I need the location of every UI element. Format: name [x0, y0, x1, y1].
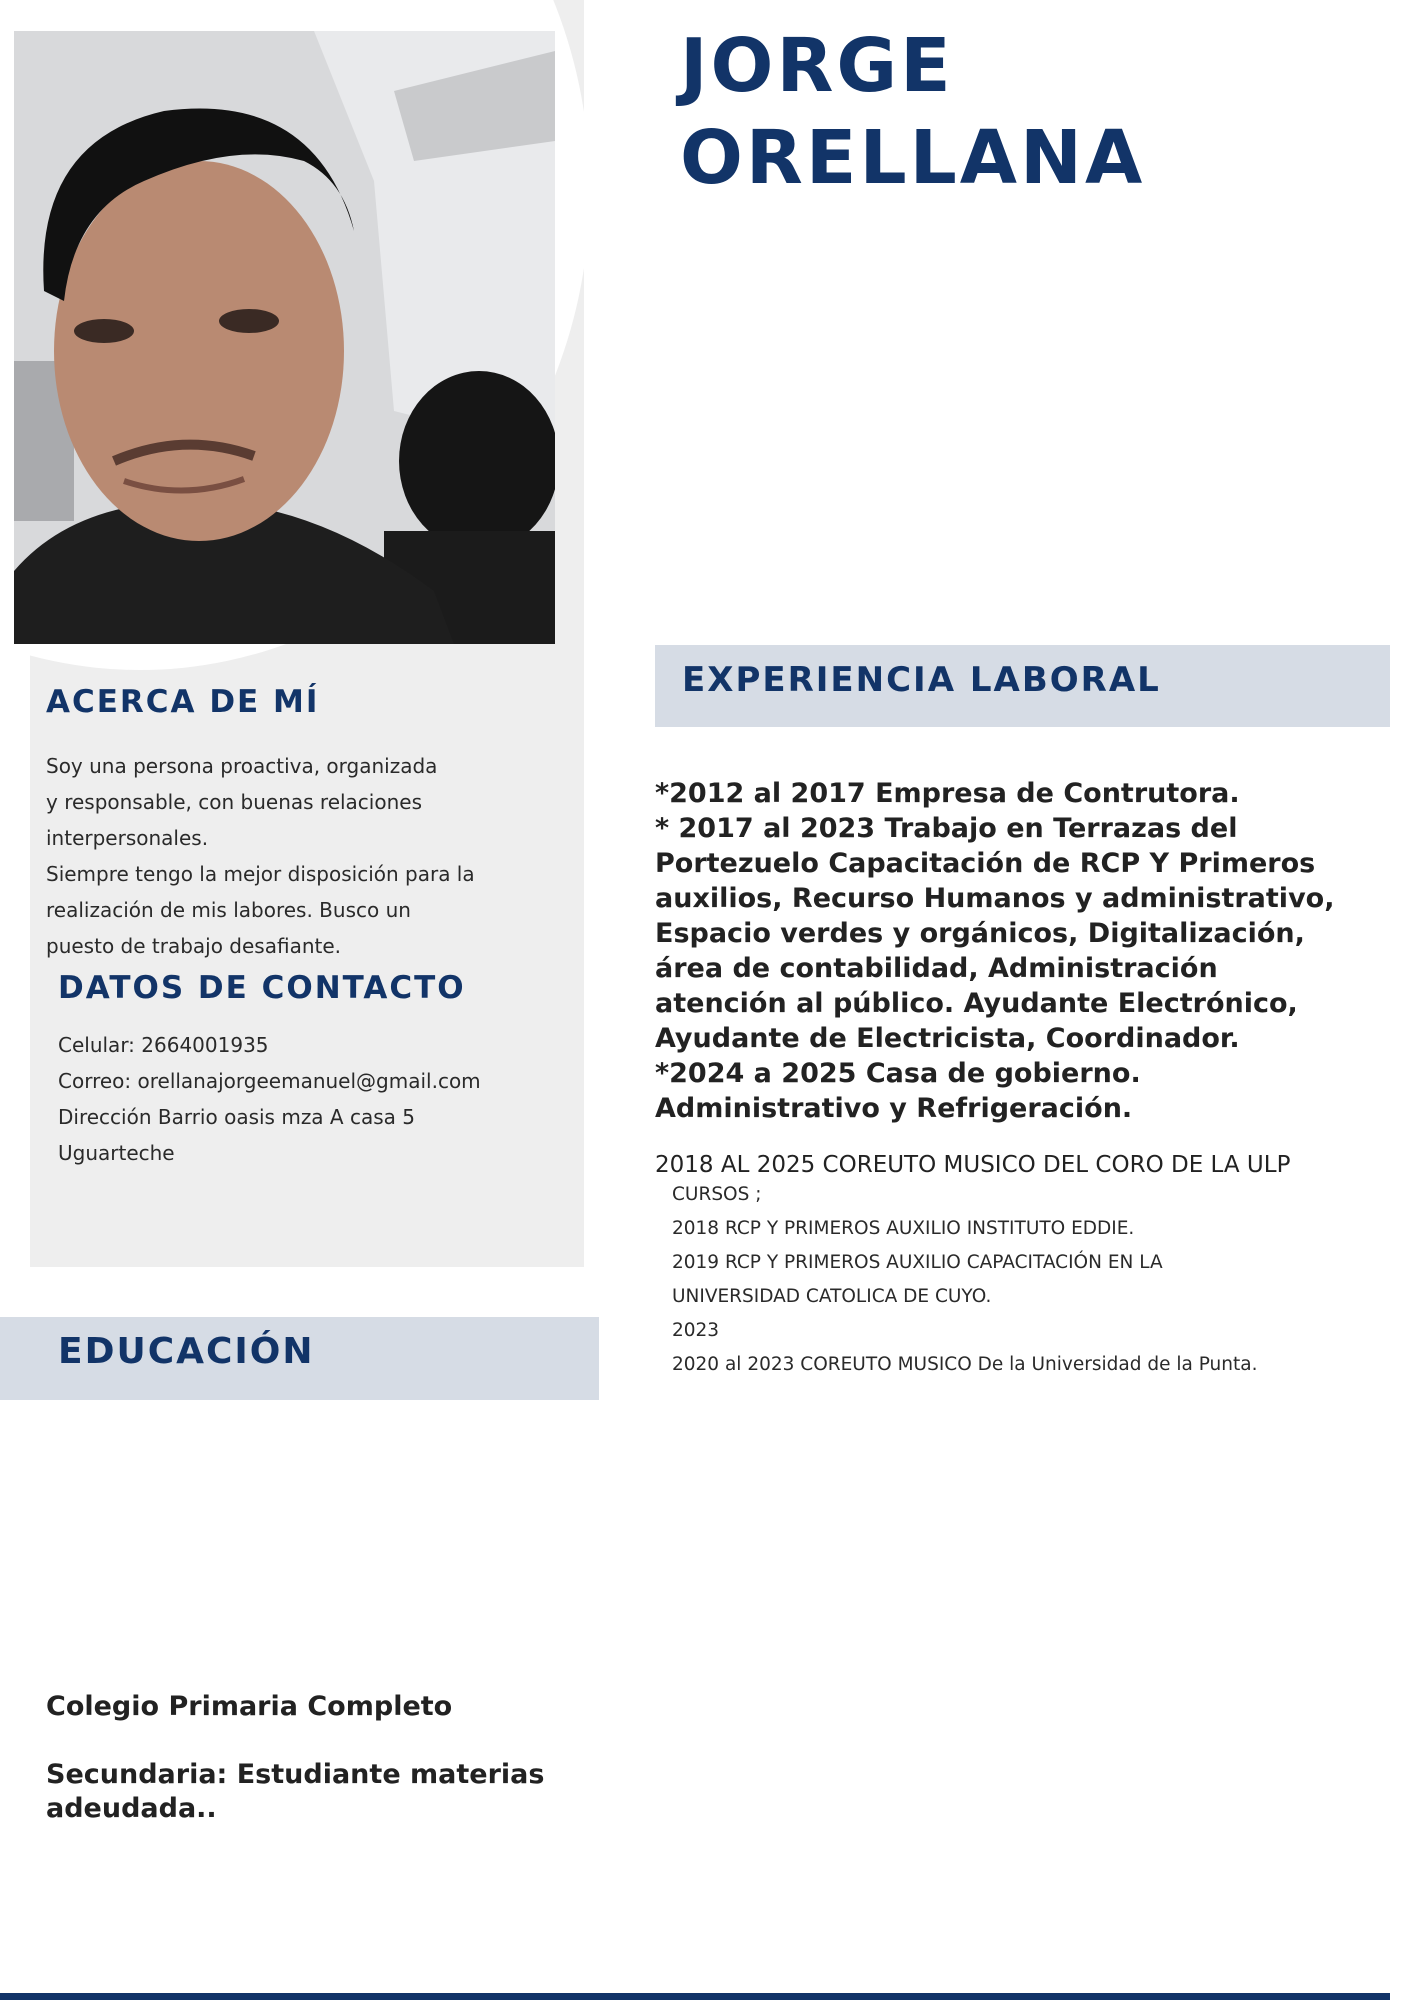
about-line: realización de mis labores. Busco un: [46, 898, 411, 922]
experience-line: Espacio verdes y orgánicos, Digitalización,: [655, 918, 1305, 949]
courses-heading: CURSOS ;: [672, 1184, 762, 1205]
contact-email: Correo: orellanajorgeemanuel@gmail.com: [58, 1069, 481, 1093]
education-item: Secundaria: Estudiante materias adeudada..: [46, 1759, 545, 1824]
last-name: ORELLANA: [680, 115, 1146, 201]
about-line: interpersonales.: [46, 826, 209, 850]
contact-address-city: Uguarteche: [58, 1141, 175, 1165]
course-item: 2020 al 2023 COREUTO MUSICO De la Universidad de la Punta.: [672, 1354, 1258, 1375]
profile-photo: [14, 31, 555, 644]
footer-bar: [0, 1993, 1390, 2000]
experience-line: *2024 a 2025 Casa de gobierno.: [655, 1058, 1141, 1089]
education-list: [46, 1690, 586, 1860]
about-text: [46, 748, 526, 964]
contact-address: Dirección Barrio oasis mza A casa 5: [58, 1105, 415, 1129]
experience-list: [655, 776, 1355, 1126]
education-item: Colegio Primaria Completo: [46, 1691, 453, 1722]
course-item: 2023: [672, 1320, 720, 1341]
course-item: 2018 RCP Y PRIMEROS AUXILIO INSTITUTO EDDIE.: [672, 1218, 1135, 1239]
experience-line: * 2017 al 2023 Trabajo en Terrazas del: [655, 813, 1238, 844]
experience-line: área de contabilidad, Administración: [655, 953, 1218, 984]
course-item: UNIVERSIDAD CATOLICA DE CUYO.: [672, 1286, 992, 1307]
courses-list: [672, 1178, 1372, 1382]
about-line: y responsable, con buenas relaciones: [46, 790, 422, 814]
experience-line: Ayudante de Electricista, Coordinador.: [655, 1023, 1240, 1054]
experience-section-title: EXPERIENCIA LABORAL: [682, 660, 1161, 700]
first-name: JORGE: [680, 23, 954, 109]
about-line: Siempre tengo la mejor disposición para la: [46, 862, 475, 886]
about-line: puesto de trabajo desafiante.: [46, 934, 342, 958]
experience-line: auxilios, Recurso Humanos y administrativo,: [655, 883, 1335, 914]
experience-line: Portezuelo Capacitación de RCP Y Primeros: [655, 848, 1316, 879]
contact-list: [58, 1027, 578, 1171]
education-section-title: EDUCACIÓN: [58, 1331, 315, 1372]
about-section-title: ACERCA DE MÍ: [46, 684, 320, 720]
course-item: 2019 RCP Y PRIMEROS AUXILIO CAPACITACIÓN EN LA: [672, 1252, 1163, 1273]
choir-experience: 2018 AL 2025 COREUTO MUSICO DEL CORO DE LA ULP: [655, 1152, 1291, 1178]
contact-section-title: DATOS DE CONTACTO: [58, 970, 466, 1006]
experience-line: Administrativo y Refrigeración.: [655, 1093, 1133, 1124]
experience-line: *2012 al 2017 Empresa de Contrutora.: [655, 778, 1240, 809]
about-line: Soy una persona proactiva, organizada: [46, 754, 438, 778]
candidate-name: [680, 20, 1145, 204]
experience-line: atención al público. Ayudante Electrónico,: [655, 988, 1298, 1019]
contact-phone: Celular: 2664001935: [58, 1033, 269, 1057]
